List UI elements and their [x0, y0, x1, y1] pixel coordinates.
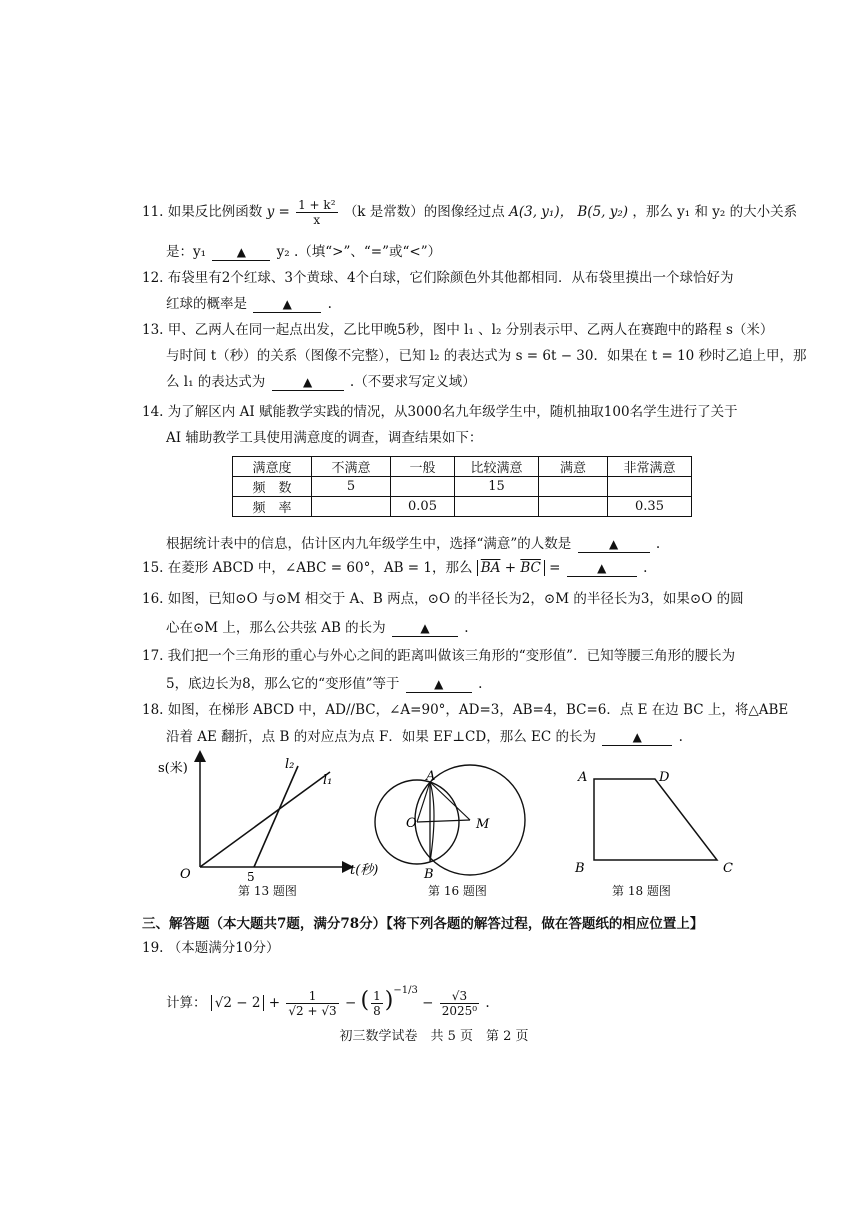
abs-value-expr: √2 − 2 [211, 995, 265, 1011]
satisfaction-table [232, 456, 692, 517]
vector-sum-abs [477, 560, 545, 576]
q16-line1 [142, 589, 744, 609]
fraction-paren [371, 989, 383, 1018]
label-a: A [426, 769, 436, 784]
q11-frac-den: x [313, 213, 321, 227]
table-cell: 0.05 [391, 497, 455, 517]
q14-answer-blank[interactable] [578, 536, 650, 553]
minus-sign: − [344, 995, 357, 1011]
q11-line2-b: y₂ .（填“>”、“=”或“<”） [276, 244, 442, 260]
q13-text1: 甲、乙两人在同一起点出发，乙比甲晚5秒，图中 l₁ 、l₂ 分别表示甲、乙两人在赛跑中的路程 s（米） [167, 322, 774, 338]
q11-line2-a: 是：y₁ [166, 244, 207, 260]
q16-line2-b: . [464, 620, 469, 636]
line-l2 [254, 766, 298, 867]
table-header-cell: 不满意 [312, 457, 391, 477]
y-axis-label: s(米) [158, 761, 188, 776]
table-cell [539, 477, 608, 497]
q17-text1: 我们把一个三角形的重心与外心之间的距离叫做该三角形的“变形值”．已知等腰三角形的腰长为 [167, 648, 736, 664]
q13-line3-a: 么 l₁ 的表达式为 [166, 374, 266, 390]
segment-am [430, 782, 470, 820]
fraction-paren-num: 1 [373, 989, 381, 1003]
q11-text-c: ，那么 y₁ 和 y₂ 的大小关系 [632, 204, 798, 220]
q11-frac-num: 1 + k² [298, 198, 336, 212]
table-cell [312, 497, 391, 517]
triangle-marker: ▲ [282, 297, 292, 311]
table-header-cell: 一般 [391, 457, 455, 477]
q17-number: 17. [142, 648, 164, 664]
q14-text2: AI 辅助教学工具使用满意度的调查，调查结果如下： [166, 430, 483, 446]
q13-number: 13. [142, 322, 164, 338]
q12-line2-b: . [327, 296, 332, 312]
table-cell [539, 497, 608, 517]
line-l1 [200, 772, 333, 867]
q16-text1: 如图，已知⊙O 与⊙M 相交于 A、B 两点，⊙O 的半径长为2，⊙M 的半径长为3，如果⊙O 的圆 [167, 591, 744, 607]
label-b: B [575, 861, 585, 876]
q15-answer-blank[interactable] [567, 560, 637, 577]
fraction-paren-den: 8 [373, 1004, 381, 1018]
q18-text1: 如图，在梯形 ABCD 中，AD//BC，∠A=90°，AD=3，AB=4，BC=6．点 E 在边 BC 上，将△ABE [167, 702, 789, 718]
q15-line [142, 558, 647, 578]
fraction-1 [286, 989, 338, 1018]
triangle-marker: ▲ [632, 730, 642, 744]
q18-number: 18. [142, 702, 164, 718]
q18-answer-blank[interactable] [602, 729, 672, 746]
segment-ao [417, 782, 430, 822]
label-c: C [723, 861, 733, 876]
q17-line2-b: . [478, 676, 483, 692]
fraction-1-den: √2 + √3 [288, 1004, 337, 1018]
triangle-marker: ▲ [420, 621, 430, 635]
origin-label: O [180, 867, 191, 882]
vector-bc: $\overline{BC}$ [520, 560, 541, 576]
q18-line2-a: 沿着 AE 翻折，点 B 的对应点为点 F．如果 EF⊥CD，那么 EC 的长为 [166, 729, 596, 745]
triangle-marker: ▲ [597, 561, 607, 575]
figure-13-graph [150, 750, 380, 900]
label-l1: l₁ [323, 773, 333, 788]
plus-sign: + [268, 995, 281, 1011]
equals-sign: = [549, 560, 561, 576]
paren-open: ( [360, 988, 370, 1013]
q12-text: 布袋里有2个红球、3个黄球、4个白球，它们除颜色外其他都相同．从布袋里摸出一个球恰好为 [167, 270, 734, 286]
page-footer: 初三数学试卷 共 5 页 第 2 页 [339, 1029, 529, 1044]
q19-title-line [142, 938, 279, 958]
q18-line2 [166, 727, 683, 747]
q14-number: 14. [142, 404, 164, 420]
table-cell [455, 497, 539, 517]
label-l2: l₂ [285, 757, 295, 772]
q16-line2-a: 心在⊙M 上，那么公共弦 AB 的长为 [166, 620, 386, 636]
trapezoid-abcd [594, 779, 717, 860]
table-cell: 15 [455, 477, 539, 497]
table-cell [608, 477, 692, 497]
segment-om [417, 820, 470, 822]
table-header-cell: 满意度 [233, 457, 312, 477]
section-3-heading: 三、解答题（本大题共7题，满分78分）【将下列各题的解答过程，做在答题纸的相应位置上】 [142, 916, 704, 932]
q12-line1 [142, 268, 734, 288]
q13-text2: 与时间 t（秒）的关系（图像不完整），已知 l₂ 的表达式为 s = 6t − 30．如果在 t = 10 秒时乙追上甲，那 [166, 348, 807, 364]
figure-18-caption: 第 18 题图 [612, 884, 671, 898]
q14-line3-a: 根据统计表中的信息，估计区内九年级学生中，选择“满意”的人数是 [166, 536, 572, 552]
table-cell [391, 477, 455, 497]
paren-close: ) [384, 988, 394, 1013]
q12-line2 [166, 294, 332, 314]
q17-answer-blank[interactable] [406, 676, 472, 693]
figure-13-caption: 第 13 题图 [238, 884, 297, 898]
q11-point-a: A(3, y₁)， [509, 204, 574, 220]
q11-line2 [166, 242, 441, 262]
q16-number: 16. [142, 591, 164, 607]
x-axis-label: t(秒) [350, 863, 379, 878]
q12-line2-a: 红球的概率是 [166, 296, 247, 312]
q14-text1: 为了解区内 AI 赋能教学实践的情况，从3000名九年级学生中，随机抽取100名学生进行了关于 [167, 404, 738, 420]
q11-fraction [296, 198, 337, 227]
label-d: D [659, 770, 670, 785]
q13-line3-b: .（不要求写定义域） [349, 374, 476, 390]
q18-line1 [142, 700, 788, 720]
table-cell: 频 率 [233, 497, 312, 517]
q19-label: 计算： [166, 995, 207, 1011]
tick-label-5: 5 [247, 870, 255, 884]
triangle-marker: ▲ [434, 677, 444, 691]
q13-answer-blank[interactable] [272, 374, 344, 391]
label-a: A [578, 770, 588, 785]
table-row [233, 497, 692, 517]
triangle-marker: ▲ [302, 375, 313, 389]
q16-line2 [166, 618, 469, 638]
q14-line1 [142, 402, 738, 422]
q15-text: 在菱形 ABCD 中，∠ABC = 60°，AB = 1，那么 [167, 560, 473, 576]
q19-title: （本题满分10分） [167, 940, 280, 956]
q13-line2 [166, 346, 807, 366]
triangle-marker: ▲ [236, 245, 246, 259]
q11-text-b: （k 是常数）的图像经过点 [343, 204, 505, 220]
q11-answer-blank[interactable] [212, 244, 270, 261]
q17-line2-a: 5，底边长为8，那么它的“变形值”等于 [166, 676, 400, 692]
q19-end: . [485, 995, 490, 1011]
plus-sign: + [504, 560, 517, 576]
table-cell: 0.35 [608, 497, 692, 517]
table-header-row [233, 457, 692, 477]
table-cell: 频 数 [233, 477, 312, 497]
q15-end: . [643, 560, 648, 576]
q18-line2-b: . [678, 729, 683, 745]
q17-line1 [142, 646, 735, 666]
fraction-2 [440, 989, 479, 1018]
q11-text-a: 如果反比例函数 [167, 204, 263, 220]
q14-line3 [166, 534, 660, 554]
q13-line1 [142, 320, 773, 340]
figure-16-circles [372, 760, 540, 880]
q13-line3 [166, 372, 476, 392]
triangle-marker: ▲ [608, 537, 619, 551]
fraction-2-den: 2025⁰ [441, 1004, 478, 1018]
exponent: −1/3 [393, 985, 418, 996]
table-row [233, 477, 692, 497]
fraction-1-num: 1 [286, 989, 338, 1004]
q19-number: 19. [142, 940, 164, 956]
label-b: B [424, 867, 434, 880]
label-m: M [476, 817, 490, 832]
q11-number: 11. [142, 204, 164, 220]
q16-answer-blank[interactable] [392, 620, 458, 637]
table-header-cell: 比较满意 [455, 457, 539, 477]
q12-number: 12. [142, 270, 164, 286]
table-header-cell: 满意 [539, 457, 608, 477]
table-cell: 5 [312, 477, 391, 497]
q14-line3-b: . [655, 536, 661, 552]
fraction-2-num: √3 [440, 989, 479, 1004]
table-header-cell: 非常满意 [608, 457, 692, 477]
minus-sign-2: − [422, 995, 434, 1011]
q11-point-b: B(5, y₂) [577, 204, 629, 220]
label-o: O [406, 816, 417, 831]
q11-func-left: y = [266, 204, 290, 220]
q11-line1 [142, 198, 797, 227]
q12-answer-blank[interactable] [253, 296, 321, 313]
figure-18-trapezoid [570, 765, 740, 880]
q14-line2 [166, 428, 482, 448]
figure-16-caption: 第 16 题图 [428, 884, 487, 898]
q19-expression [166, 976, 490, 1018]
vector-ba: $\overline{BA}$ [480, 560, 501, 576]
q17-line2 [166, 674, 482, 694]
q15-number: 15. [142, 560, 164, 576]
